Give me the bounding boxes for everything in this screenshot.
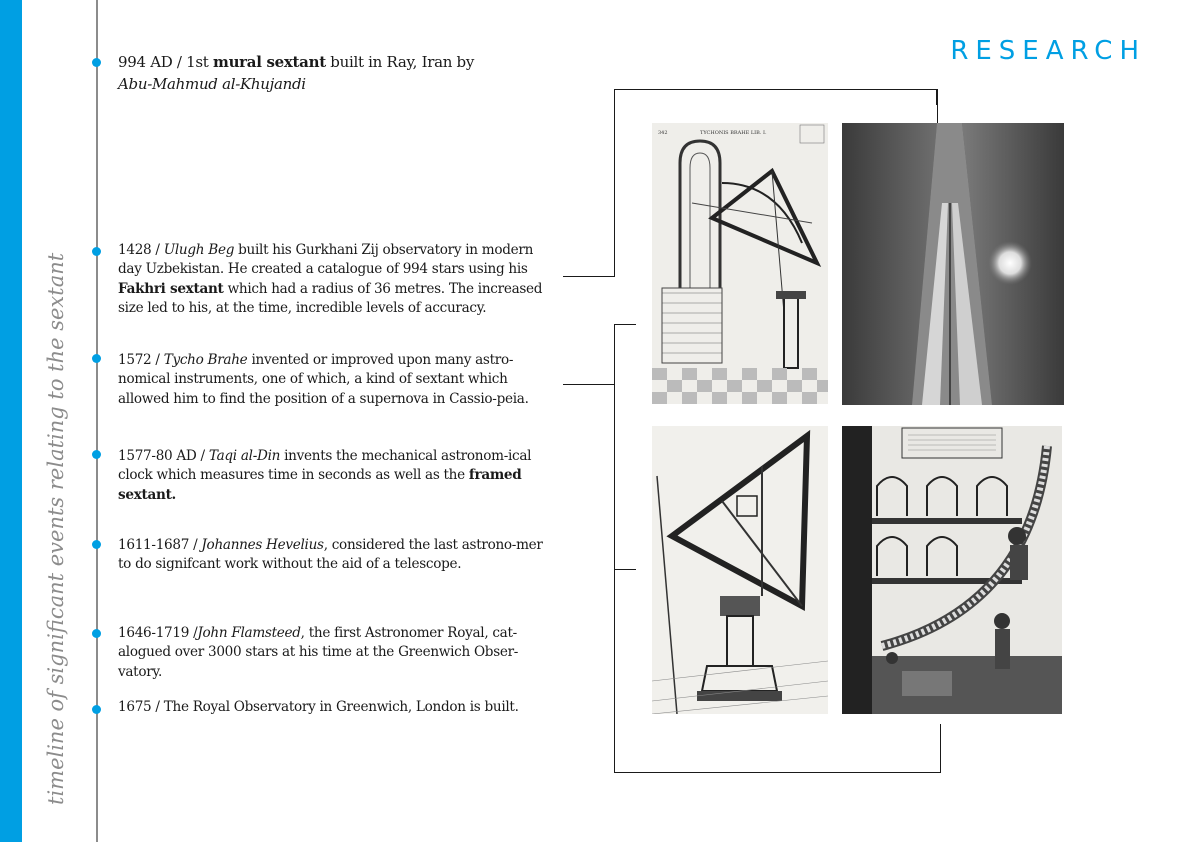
svg-text:342: 342 bbox=[658, 130, 668, 136]
connector-line bbox=[563, 384, 615, 385]
timeline-dot bbox=[92, 705, 101, 714]
ulugh-beg-sextant-photo bbox=[842, 123, 1064, 405]
timeline-entry: 1611-1687 / Johannes Hevelius, considered the last astrono-mer to do signifcant work without the aid of a telescope. bbox=[118, 537, 543, 573]
timeline-dot bbox=[92, 247, 101, 256]
timeline-dot bbox=[92, 450, 101, 459]
timeline-entry: 1428 / Ulugh Beg built his Gurkhani Zij observatory in modern day Uzbekistan. He created a catalogue of 994 stars using his Fakhri sextant which had a radius of 36 metres. The increased size led to his, at the time, incredible levels of accuracy. bbox=[118, 242, 543, 317]
timeline-entry: 1646-1719 /John Flamsteed, the first Astronomer Royal, cat-alogued over 3000 stars at his time at the Greenwich Obser-vatory. bbox=[118, 625, 519, 680]
timeline-line bbox=[96, 0, 98, 842]
connector-line bbox=[936, 89, 937, 105]
timeline-entry: 1675 / The Royal Observatory in Greenwich, London is built. bbox=[118, 699, 519, 715]
timeline-entry: 1577-80 AD / Taqi al-Din invents the mechanical astronom-ical clock which measures time in seconds as well as the framed sextant. bbox=[118, 448, 532, 503]
framed-sextant-engraving-image bbox=[652, 426, 828, 714]
timeline-dot bbox=[92, 354, 101, 363]
connector-line bbox=[563, 276, 615, 277]
svg-text:TYCHONIS BRAHE LIB. I.: TYCHONIS BRAHE LIB. I. bbox=[700, 130, 767, 136]
tycho-brahe-woodcut-image bbox=[652, 123, 828, 404]
timeline-entry: 994 AD / 1st mural sextant built in Ray, Iran by Abu-Mahmud al-Khujandi bbox=[118, 53, 475, 93]
timeline-dot bbox=[92, 540, 101, 549]
timeline-dot bbox=[92, 629, 101, 638]
mural-quadrant-engraving-image bbox=[842, 426, 1062, 714]
timeline-dot bbox=[92, 58, 101, 67]
timeline-entry: 1572 / Tycho Brahe invented or improved upon many astro-nomical instruments, one of which, a kind of sextant which allowed him to find the position of a supernova in Cassio-peia. bbox=[118, 352, 529, 407]
page-title: RESEARCH bbox=[950, 36, 1146, 66]
connector-line bbox=[940, 724, 941, 773]
accent-bar bbox=[0, 0, 22, 842]
